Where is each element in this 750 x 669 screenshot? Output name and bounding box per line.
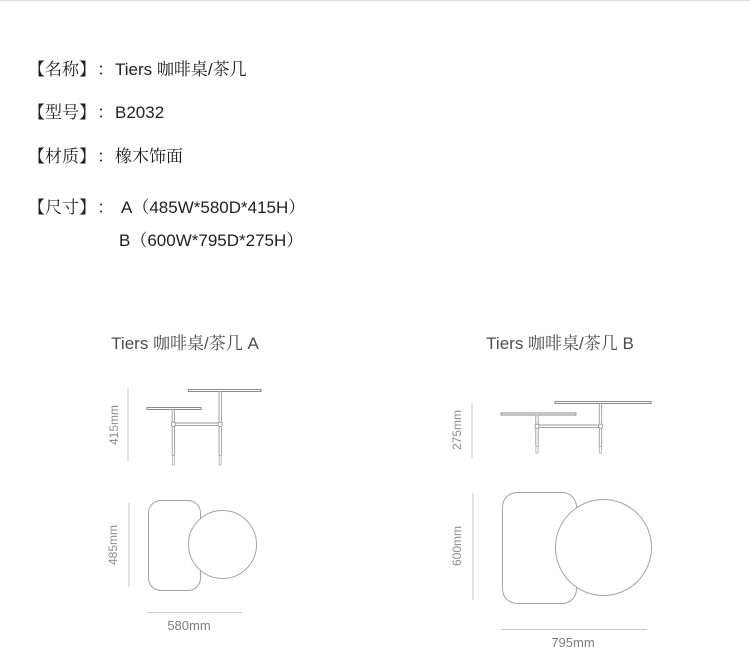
- diagram-b-width-dim-line: [501, 629, 647, 630]
- spec-label-size: 【尺寸】: [28, 198, 96, 217]
- spec-value-size-a: A（485W*580D*415H）: [121, 198, 306, 217]
- spec-row-size: [28, 197, 305, 219]
- diagram-b-width-label: 795mm: [551, 635, 595, 650]
- table-b-foot-right: [599, 447, 601, 454]
- diagram-b-depth-dim-line: [472, 493, 474, 600]
- table-a-leg-left: [172, 410, 174, 456]
- diagram-a-title: Tiers 咖啡桌/茶几 A: [111, 334, 259, 353]
- spec-row-material: [28, 146, 183, 168]
- table-a-foot-left: [172, 456, 174, 466]
- table-b-stretcher-joint-right: [599, 424, 603, 428]
- table-a-stretcher-joint-right: [218, 422, 222, 426]
- diagram-b-title: Tiers 咖啡桌/茶几 B: [486, 334, 634, 353]
- spec-row-name: [28, 59, 247, 81]
- spec-colon: ：: [97, 147, 114, 166]
- table-b-foot-left: [536, 447, 538, 454]
- diagram-a-height-dim-line: [127, 388, 129, 462]
- spec-colon: ：: [97, 198, 114, 217]
- diagram-b-height-label: 275mm: [450, 409, 464, 450]
- diagram-b-top-view-circle: [555, 499, 652, 596]
- spec-label-model: 【型号】: [28, 103, 96, 122]
- diagram-a-top-view-circle: [188, 510, 257, 579]
- table-a-foot-right: [219, 456, 221, 466]
- spec-value-size-b: B（600W*795D*275H）: [119, 231, 304, 250]
- table-b-stretcher-joint-left: [535, 424, 539, 428]
- diagram-a-width-dim-line: [147, 612, 242, 613]
- diagram-a-width-label: 580mm: [167, 618, 211, 633]
- spec-colon: ：: [97, 60, 114, 79]
- table-a-stretcher-joint-left: [171, 422, 175, 426]
- spec-colon: ：: [97, 103, 114, 122]
- spec-row-model: [28, 102, 164, 124]
- table-a-top-high: [188, 390, 261, 392]
- diagram-b-side-view: [440, 395, 660, 460]
- spec-label-name: 【名称】: [28, 60, 96, 79]
- diagram-a-depth-dim-line: [128, 503, 130, 587]
- spec-value-name: Tiers 咖啡桌/茶几: [115, 60, 247, 79]
- table-a-stretcher: [172, 423, 222, 426]
- diagram-a-height-label: 415mm: [107, 404, 121, 445]
- table-b-stretcher: [536, 425, 602, 428]
- diagram-a-depth-label: 485mm: [106, 524, 120, 565]
- top-divider: [0, 0, 750, 1]
- spec-label-material: 【材质】: [28, 147, 96, 166]
- spec-value-model: B2032: [115, 103, 165, 122]
- spec-value-material: 橡木饰面: [115, 147, 183, 166]
- diagram-a-side-view: [140, 385, 270, 470]
- table-b-top-high: [555, 402, 651, 404]
- diagram-b-depth-label: 600mm: [450, 525, 464, 566]
- table-b-leg-left: [536, 415, 538, 447]
